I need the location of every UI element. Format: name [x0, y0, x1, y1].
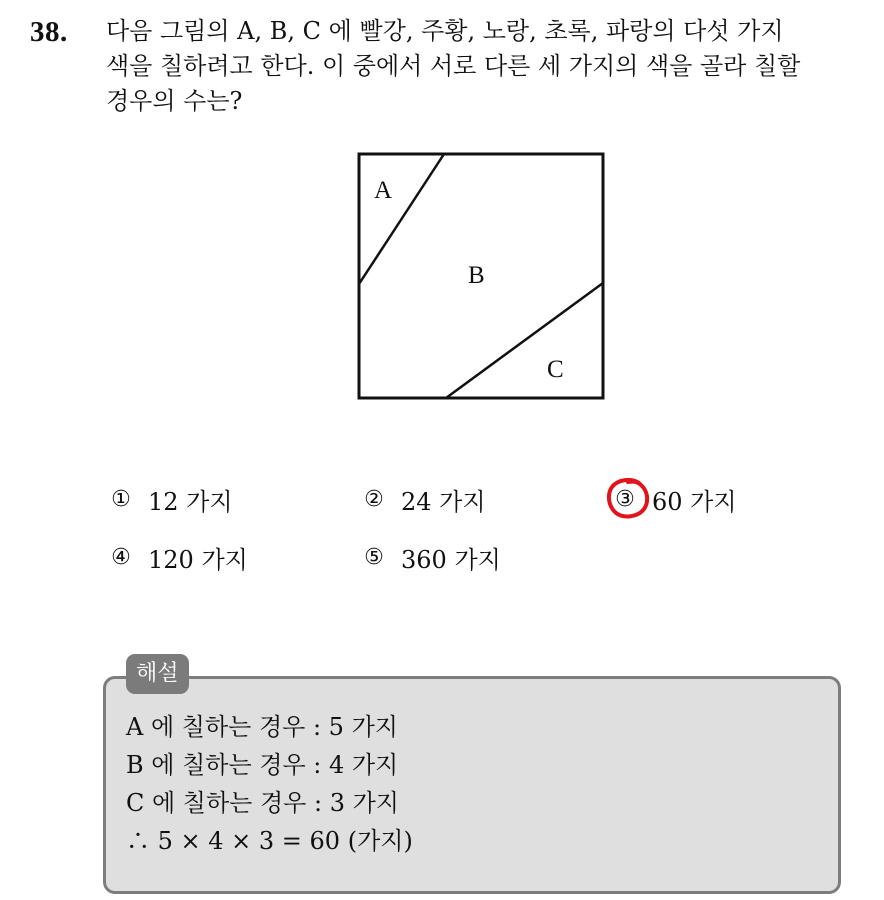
solution-line: ∴ 5 × 4 × 3 = 60 (가지)	[126, 827, 413, 855]
red-circle-stroke	[609, 480, 647, 517]
figure-divider-c	[446, 283, 603, 398]
stem-line: 색을 칠하려고 한다. 이 중에서 서로 다른 세 가지의 색을 골라 칠할	[106, 52, 801, 80]
question-stem	[106, 14, 866, 119]
region-label-b: B	[468, 262, 485, 289]
solution-line: C 에 칠하는 경우 : 3 가지	[126, 789, 399, 817]
choice-3-value: 60 가지	[652, 488, 737, 516]
choice-2-value: 24 가지	[401, 488, 486, 516]
choice-1-value: 12 가지	[148, 488, 233, 516]
solution-tab: 해설	[126, 654, 189, 694]
choice-4[interactable]	[108, 540, 248, 575]
solution-content	[126, 708, 413, 860]
stem-line: 다음 그림의 A, B, C 에 빨강, 주황, 노랑, 초록, 파랑의 다섯 가지	[106, 17, 784, 45]
choice-1-mark: ①	[111, 487, 131, 512]
figure-divider-a	[359, 154, 444, 284]
solution-line: B 에 칠하는 경우 : 4 가지	[126, 751, 399, 779]
choice-3-mark: ③	[615, 487, 635, 512]
choice-1[interactable]	[108, 482, 233, 517]
choice-5[interactable]	[361, 540, 501, 575]
choice-5-value: 360 가지	[401, 546, 501, 574]
choice-5-mark: ⑤	[364, 545, 384, 570]
question-number: 38.	[30, 16, 68, 48]
stem-line: 경우의 수는?	[106, 87, 243, 115]
region-label-c: C	[547, 356, 564, 383]
choice-2-mark: ②	[364, 487, 384, 512]
answer-circle-mark	[606, 476, 652, 520]
choice-4-mark: ④	[111, 545, 131, 570]
choice-2[interactable]	[361, 482, 486, 517]
region-label-a: A	[374, 177, 393, 204]
region-figure	[357, 152, 605, 400]
solution-line: A 에 칠하는 경우 : 5 가지	[126, 713, 398, 741]
choice-4-value: 120 가지	[148, 546, 248, 574]
